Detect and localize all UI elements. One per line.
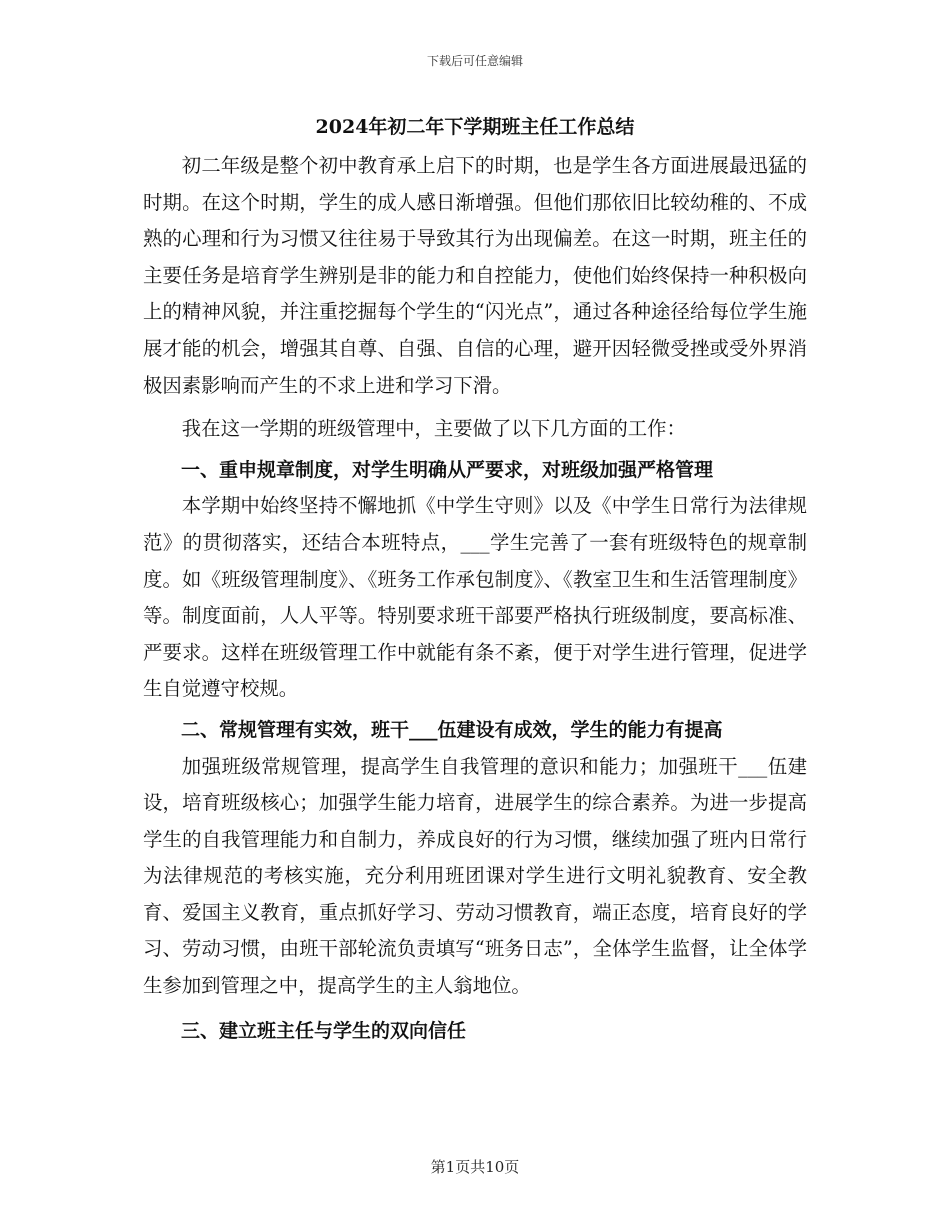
document-title: 2024年初二年下学期班主任工作总结	[315, 116, 635, 138]
section-body-2: 加强班级常规管理，提高学生自我管理的意识和能力；加强班干___伍建设，培育班级核心；加强学生能力培育，进展学生的综合素养。为进一步提高学生的自我管理能力和自制力，养成良好的行为习惯，继续加强了班内日常行为法律规范的考核实施，充分利用班团课对学生进行文明礼貌教育、安全教育、爱国主义教育，重点抓好学习、劳动习惯教育，端正态度，培育良好的学习、劳动习惯，由班干部轮流负责填写“班务日志”，全体学生监督，让全体学生参加到管理之中，提高学生的主人翁地位。	[143, 754, 807, 998]
intro-paragraph: 初二年级是整个初中教育承上启下的时期，也是学生各方面进展最迅猛的时期。在这个时期，学生的成人感日渐增强。但他们那依旧比较幼稚的、不成熟的心理和行为习惯又往往易于导致其行为出现偏差。在这一时期，班主任的主要任务是培育学生辨别是非的能力和自控能力，使他们始终保持一种积极向上的精神风貌，并注重挖掘每个学生的“闪光点”，通过各种途径给每位学生施展才能的机会，增强其自尊、自强、自信的心理，避开因轻微受挫或受外界消极因素影响而产生的不求上进和学习下滑。	[143, 154, 807, 397]
section-heading-3: 三、建立班主任与学生的双向信任	[181, 1019, 467, 1042]
header-note: 下载后可任意编辑	[426, 54, 523, 68]
lead-paragraph: 我在这一学期的班级管理中，主要做了以下几方面的工作：	[181, 417, 686, 441]
page-number: 第1页共10页	[430, 1158, 520, 1176]
document-body	[143, 112, 807, 1049]
section-heading-2: 二、常规管理有实效，班干___伍建设有成效，学生的能力有提高	[181, 718, 723, 741]
section-heading-1: 一、重申规章制度，对学生明确从严要求，对班级加强严格管理	[181, 458, 714, 481]
section-body-1: 本学期中始终坚持不懈地抓《中学生守则》以及《中学生日常行为法律规范》的贯彻落实，还结合本班特点，___学生完善了一套有班级特色的规章制度。如《班级管理制度》、《班务工作承包制度》、《教室卫生和生活管理制度》等。制度面前，人人平等。特别要求班干部要严格执行班级制度，要高标准、严要求。这样在班级管理工作中就能有条不紊，便于对学生进行管理，促进学生自觉遵守校规。	[143, 494, 807, 701]
